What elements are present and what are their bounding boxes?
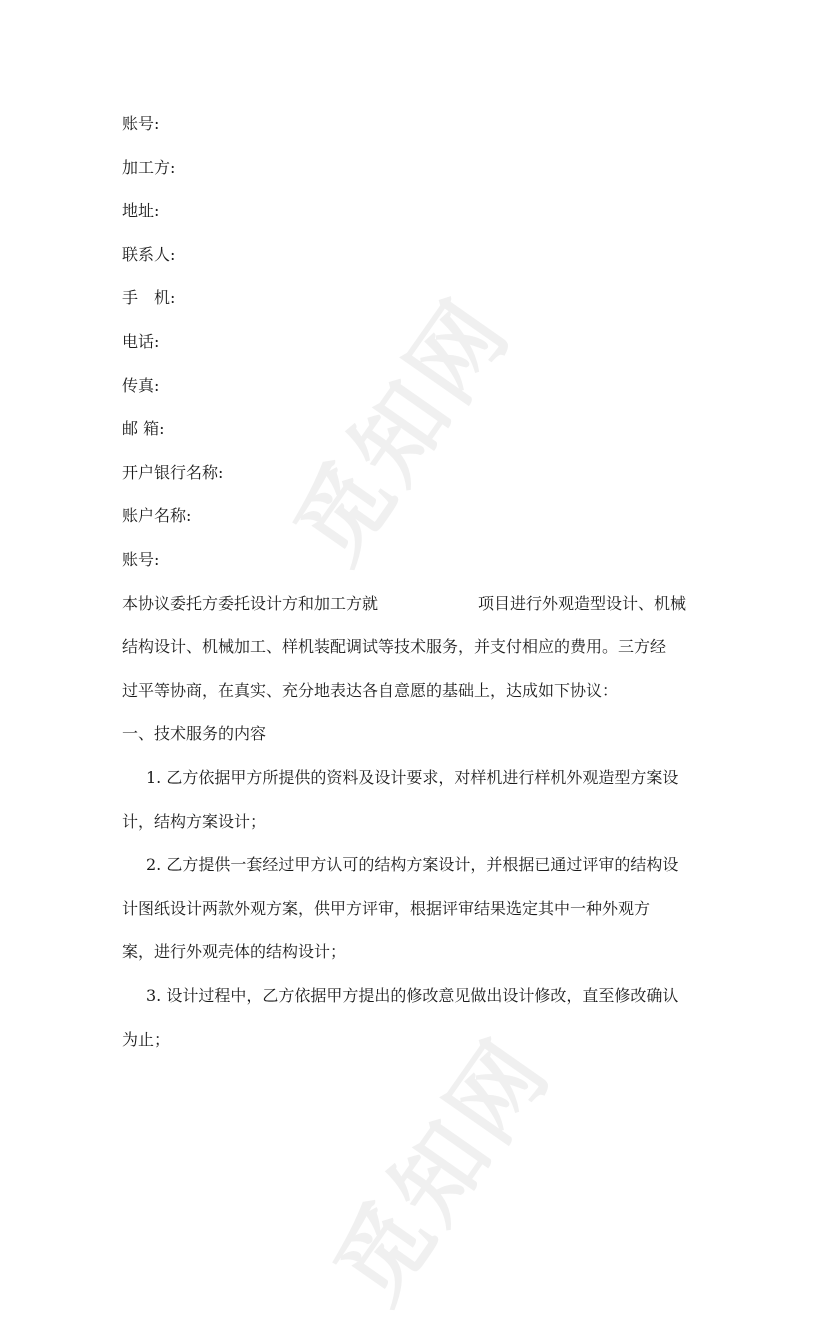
field-label: 账户名称: xyxy=(122,506,192,526)
watermark: 觅知网 xyxy=(275,279,532,582)
text-line: 计图纸设计两款外观方案，供甲方评审，根据评审结果选定其中一种外观方 xyxy=(122,898,651,918)
text-line: 结构设计、机械加工、样机装配调试等技术服务，并支付相应的费用。三方经 xyxy=(122,637,667,657)
field-label: 电话: xyxy=(122,332,160,351)
field-label: 开户银行名称: xyxy=(122,462,224,482)
text-line: 项目进行外观造型设计、机械 xyxy=(478,593,687,613)
text-line: 2. 乙方提供一套经过甲方认可的结构方案设计，并根据已通过评审的结构设 xyxy=(146,855,679,875)
text-line: 本协议委托方委托设计方和加工方就 xyxy=(122,593,379,613)
text-line: 3. 设计过程中，乙方依据甲方提出的修改意见做出设计修改，直至修改确认 xyxy=(146,986,679,1005)
watermark: 觅知网 xyxy=(315,1019,572,1322)
field-label: 加工方: xyxy=(122,157,176,177)
text-line: 1. 乙方依据甲方所提供的资料及设计要求，对样机进行样机外观造型方案设 xyxy=(146,768,679,787)
section-heading: 一、技术服务的内容 xyxy=(122,724,267,744)
field-label: 账号: xyxy=(122,550,160,569)
field-label: 邮 箱: xyxy=(122,419,165,439)
field-label: 传真: xyxy=(122,375,160,395)
text-line: 案，进行外观壳体的结构设计； xyxy=(122,942,347,962)
field-label: 地址: xyxy=(122,201,160,221)
field-label: 账号: xyxy=(122,114,160,133)
text-line: 计，结构方案设计； xyxy=(122,811,267,831)
field-label: 联系人: xyxy=(122,244,176,264)
text-line: 过平等协商，在真实、充分地表达各自意愿的基础上，达成如下协议： xyxy=(122,680,619,700)
field-label: 手 机: xyxy=(122,288,176,308)
text-line: 为止； xyxy=(122,1029,171,1049)
